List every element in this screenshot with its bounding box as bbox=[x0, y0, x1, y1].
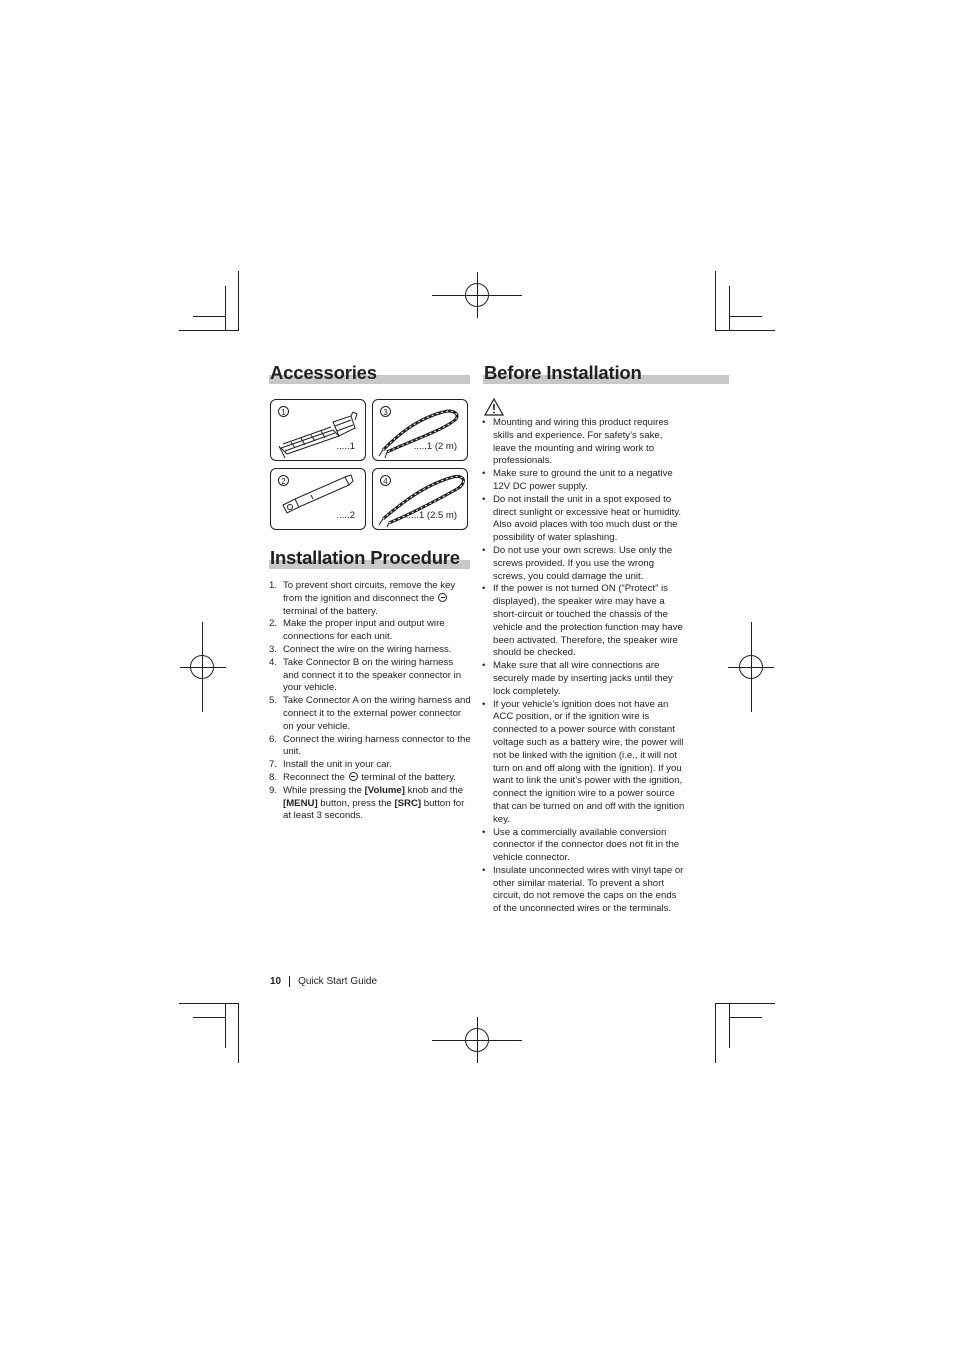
item-quantity: .....2 bbox=[336, 510, 355, 521]
footer-label: Quick Start Guide bbox=[298, 976, 378, 987]
crop-mark bbox=[715, 1003, 716, 1063]
list-item: • Mounting and wiring this product requires skills and experience. For safety’s sake, leave the mounting and wiring work to professionals. bbox=[482, 417, 686, 468]
item-quantity: .....1 (2.5 m) bbox=[405, 510, 457, 521]
list-item: • Do not use your own screws. Use only the screws provided. If you use the wrong screws, you could damage the unit. bbox=[482, 545, 686, 583]
page-number: 10 bbox=[270, 976, 282, 987]
crop-mark bbox=[193, 316, 226, 317]
footer-separator bbox=[289, 976, 290, 987]
crop-mark bbox=[715, 1003, 775, 1004]
crop-mark bbox=[729, 1017, 762, 1018]
crop-mark bbox=[225, 1003, 226, 1048]
list-item: • Do not install the unit in a spot exposed to direct sunlight or excessive heat or humidity. Also avoid places with too much dust or the possibility of water splashing. bbox=[482, 494, 686, 545]
list-item: • If the power is not turned ON (“Protect” is displayed), the speaker wire may have a short-circuit or touched the chassis of the vehicle and the protection function may have been activated. Therefore, the speaker wire should be checked. bbox=[482, 583, 686, 660]
warning-triangle-icon bbox=[484, 398, 504, 416]
list-item: 6. Connect the wiring harness connector to the unit. bbox=[269, 733, 471, 758]
page-footer bbox=[270, 976, 377, 987]
list-item: 9. While pressing the [Volume] knob and the [MENU] button, press the [SRC] button for at least 3 seconds. bbox=[269, 784, 465, 822]
accessory-item-1 bbox=[270, 399, 366, 461]
volume-key-label: [Volume] bbox=[364, 784, 405, 796]
item-quantity: .....1 (2 m) bbox=[413, 441, 457, 452]
extraction-key-icon bbox=[271, 469, 367, 531]
list-item: 7. Install the unit in your car. bbox=[269, 759, 392, 771]
before-installation-title: Before Installation bbox=[484, 362, 642, 383]
crop-mark bbox=[238, 1003, 239, 1063]
wiring-harness-icon bbox=[271, 400, 367, 462]
list-item: • Use a commercially available conversion connector if the connector does not fit in the vehicle connector. bbox=[482, 827, 686, 865]
crop-mark bbox=[715, 271, 716, 331]
crop-mark bbox=[238, 271, 239, 331]
crop-mark bbox=[179, 330, 239, 331]
item-number: 1 bbox=[278, 406, 289, 417]
list-item: 4. Take Connector B on the wiring harness and connect it to the speaker connector in your vehicle. bbox=[269, 656, 462, 694]
crop-mark bbox=[193, 1017, 226, 1018]
list-item: 8. Reconnect the terminal of the battery. bbox=[269, 771, 456, 783]
crop-mark bbox=[715, 330, 775, 331]
list-item: 3. Connect the wire on the wiring harness. bbox=[269, 643, 452, 655]
minus-terminal-icon bbox=[438, 593, 447, 602]
crop-mark bbox=[729, 1003, 730, 1048]
accessory-item-4 bbox=[372, 468, 468, 530]
list-item: 2. Make the proper input and output wire connections for each unit. bbox=[269, 618, 445, 643]
list-item: 5. Take Connector A on the wiring harness and connect it to the external power connector on your vehicle. bbox=[269, 695, 471, 732]
accessory-item-3 bbox=[372, 399, 468, 461]
list-item: • If your vehicle’s ignition does not have an ACC position, or if the ignition wire is connected to a power source with constant voltage such as a battery wire, the power will not be linked with the ignition (i.e., it will not turn on and off along with the ignition). If you want to link the unit’s power with the ignition, connect the ignition wire to a power source that can be turned on and off with the ignition key. bbox=[482, 699, 686, 827]
list-item: • Make sure that all wire connections are securely made by inserting jacks until they lock completely. bbox=[482, 660, 686, 698]
item-number: 2 bbox=[278, 475, 289, 486]
list-item: • Insulate unconnected wires with vinyl tape or other similar material. To prevent a short circuit, do not remove the caps on the ends of the unconnected wires or the terminals. bbox=[482, 865, 686, 916]
accessories-title: Accessories bbox=[270, 362, 377, 383]
list-item: 1. To prevent short circuits, remove the key from the ignition and disconnect the terminal of the battery. bbox=[269, 580, 456, 617]
installation-procedure-title: Installation Procedure bbox=[270, 547, 460, 568]
item-quantity: .....1 bbox=[336, 441, 355, 452]
crop-mark bbox=[179, 1003, 239, 1004]
item-number: 3 bbox=[380, 406, 391, 417]
cable-icon bbox=[373, 400, 469, 462]
minus-terminal-icon bbox=[349, 772, 358, 781]
item-number: 4 bbox=[380, 475, 391, 486]
accessory-item-2 bbox=[270, 468, 366, 530]
cable-icon bbox=[373, 469, 469, 531]
precautions-list bbox=[482, 417, 686, 916]
crop-mark bbox=[225, 286, 226, 331]
installation-steps-list bbox=[269, 580, 471, 823]
crop-mark bbox=[729, 286, 730, 331]
src-key-label: [SRC] bbox=[394, 797, 422, 809]
list-item: • Make sure to ground the unit to a negative 12V DC power supply. bbox=[482, 468, 686, 494]
crop-mark bbox=[729, 316, 762, 317]
menu-key-label: [MENU] bbox=[283, 797, 318, 809]
